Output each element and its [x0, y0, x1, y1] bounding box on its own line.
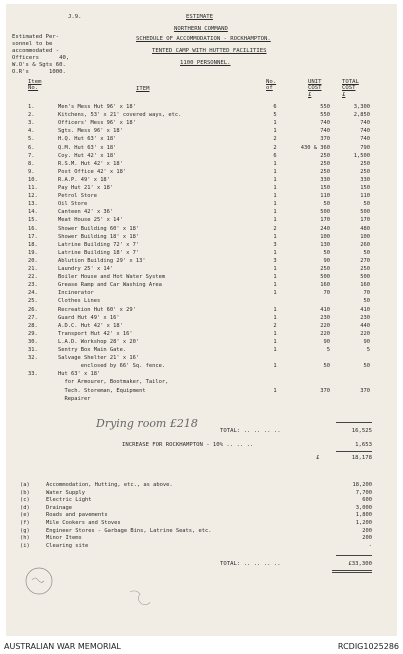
item-description: R.A.P. 49' x 18'	[58, 176, 110, 183]
item-total-cost: 160	[360, 282, 370, 289]
item-unit-cost: 250	[320, 266, 330, 272]
item-total-cost: 5	[366, 347, 370, 353]
item-number: 21.	[28, 266, 38, 272]
item-description: Officers' Mess 96' x 18'	[58, 120, 136, 127]
table-row	[6, 234, 397, 241]
item-number: 12.	[28, 193, 38, 200]
item-total-cost: 410	[360, 306, 370, 313]
item-quantity: 1	[273, 176, 277, 183]
increase-rule	[336, 451, 372, 452]
summary-key: (e)	[20, 512, 30, 519]
estimated-line: W.O's & Sgts 60.	[12, 62, 66, 68]
personnel-heading: 1100 PERSONNEL.	[180, 60, 231, 66]
grand-prefix: £	[316, 455, 320, 461]
table-row	[6, 379, 397, 386]
summary-label: Clearing site	[46, 542, 89, 549]
item-quantity: 1	[273, 282, 277, 289]
item-total-cost: 2,850	[353, 112, 370, 119]
final-double-rule	[332, 570, 372, 571]
item-description: Tech. Storeman, Equipment	[58, 387, 146, 394]
summary-value: 18,200	[352, 482, 372, 488]
item-unit-cost: 150	[320, 185, 330, 191]
item-unit-cost: 370	[320, 136, 330, 143]
item-quantity: 3	[273, 257, 277, 264]
item-description: enclosed by 66' Sq. fence.	[58, 363, 166, 370]
item-unit-cost: 50	[323, 201, 330, 208]
item-unit-cost: 220	[320, 322, 330, 329]
item-total-cost: 3,300	[353, 104, 370, 110]
summary-value: 7,700	[355, 489, 372, 496]
summary-label: Electric Light	[46, 497, 92, 504]
item-unit-cost: 500	[320, 274, 330, 281]
item-quantity: 3	[273, 241, 277, 248]
item-unit-cost: 250	[320, 168, 330, 175]
item-number: 33.	[28, 371, 38, 378]
item-unit-cost: 130	[320, 241, 330, 248]
handwritten-note: Drying room £218	[96, 417, 198, 430]
item-quantity: 1	[273, 233, 277, 240]
item-description: Men's Mess Hut 96' x 18'	[58, 104, 136, 110]
item-quantity: 1	[273, 347, 277, 353]
item-total-cost: 260	[360, 241, 370, 248]
item-description: Petrol Store	[58, 193, 97, 200]
estimated-line: Officers 40,	[12, 55, 70, 61]
column-item: ITEM	[136, 86, 150, 92]
table-row	[6, 363, 397, 370]
final-total-label: TOTAL: .. .. .. ..	[220, 561, 281, 567]
item-unit-cost: 250	[320, 152, 330, 159]
summary-key: (i)	[20, 542, 30, 549]
item-total-cost: 740	[360, 136, 370, 143]
item-number: 3.	[28, 120, 35, 127]
item-total-cost: 440	[360, 322, 370, 329]
item-total-cost: 230	[360, 314, 370, 321]
item-unit-cost: 50	[323, 249, 330, 256]
item-description: Salvage Shelter 21' x 16'	[58, 355, 140, 362]
item-quantity: 1	[273, 217, 277, 224]
item-quantity: 1	[273, 306, 277, 313]
summary-label: Drainage	[46, 504, 72, 511]
item-number: 16.	[28, 225, 38, 232]
item-number: 1.	[28, 104, 35, 110]
item-description: Boiler House and Hot Water System	[58, 274, 166, 281]
item-description: Ablution Building 29' x 13'	[58, 257, 146, 264]
summary-label: Minor Items	[46, 535, 82, 542]
item-total-cost: 270	[360, 257, 370, 264]
item-number: 6.	[28, 144, 35, 151]
item-description: Oil Store	[58, 201, 88, 208]
table-row	[6, 258, 397, 265]
item-quantity: 1	[273, 363, 277, 370]
item-number: 26.	[28, 306, 38, 313]
item-unit-cost: 230	[320, 314, 330, 321]
item-quantity: 5	[273, 112, 277, 119]
table-row	[6, 226, 397, 233]
item-number: 30.	[28, 338, 38, 345]
item-total-cost: 250	[360, 168, 370, 175]
item-number: 10.	[28, 176, 38, 183]
command-heading: NORTHERN COMMAND	[174, 26, 228, 32]
item-description: Sgts. Mess 96' x 18'	[58, 128, 123, 135]
item-total-cost: 110	[360, 193, 370, 200]
item-quantity: 1	[273, 266, 277, 272]
item-quantity: 1	[273, 160, 277, 167]
document-page	[6, 4, 397, 636]
item-number: 31.	[28, 347, 38, 353]
summary-label: Roads and pavements	[46, 512, 108, 519]
table-row	[6, 396, 397, 403]
table-row	[6, 153, 397, 160]
archive-name: AUSTRALIAN WAR MEMORIAL	[4, 642, 121, 651]
item-quantity: 1	[273, 314, 277, 321]
item-quantity: 1	[273, 201, 277, 208]
item-unit-cost: 740	[320, 120, 330, 127]
item-quantity: 6	[273, 152, 277, 159]
item-description: Laundry 25' x 14'	[58, 266, 114, 272]
item-quantity: 1	[273, 338, 277, 345]
item-quantity: 1	[273, 330, 277, 337]
item-total-cost: 500	[360, 209, 370, 216]
summary-value: 200	[362, 527, 372, 534]
item-description: Transport Hut 42' x 16'	[58, 330, 133, 337]
item-unit-cost: 90	[323, 257, 330, 264]
item-unit-cost: 70	[323, 290, 330, 297]
item-quantity: 1	[273, 120, 277, 127]
summary-value: 3,000	[355, 504, 372, 511]
reference-number: J.9.	[68, 14, 82, 20]
schedule-heading: SCHEDULE OF ACCOMMODATION - ROCKHAMPTON.	[136, 36, 271, 42]
item-quantity: 2	[273, 225, 277, 232]
document-title: ESTIMATE	[186, 14, 213, 20]
table-row	[6, 250, 397, 257]
table-row	[6, 298, 397, 305]
item-total-cost: 250	[360, 266, 370, 272]
item-number: 18.	[28, 241, 38, 248]
total-label: TOTAL: .. .. .. ..	[220, 428, 281, 434]
item-description: Latrine Building 72' x 7'	[58, 241, 140, 248]
item-quantity: 1	[273, 387, 277, 394]
summary-key: (c)	[20, 497, 30, 504]
archive-footer	[0, 638, 403, 654]
item-description: Hut 63' x 18'	[58, 371, 101, 378]
column-item-no: Item No.	[28, 79, 42, 92]
item-quantity: 1	[273, 209, 277, 216]
table-row	[6, 347, 397, 354]
item-quantity: 2	[273, 322, 277, 329]
table-row	[6, 282, 397, 289]
item-total-cost: 330	[360, 176, 370, 183]
estimated-line: Estimated Per-	[12, 34, 60, 40]
table-row	[6, 339, 397, 346]
summary-label: Mile Cookers and Stoves	[46, 520, 121, 526]
item-number: 15.	[28, 217, 38, 224]
item-quantity: 1	[273, 168, 277, 175]
summary-row	[6, 482, 397, 489]
item-description: Meat House 25' x 14'	[58, 217, 123, 224]
item-number: 2.	[28, 112, 35, 119]
total-value: 16,525	[351, 428, 372, 434]
increase-value: 1,653	[355, 442, 372, 448]
item-description: Repairer	[58, 395, 91, 402]
item-description: Clothes Lines	[58, 298, 101, 305]
item-total-cost: 480	[360, 225, 370, 232]
item-quantity: 2	[273, 144, 277, 151]
item-number: 17.	[28, 233, 38, 240]
item-unit-cost: 220	[320, 330, 330, 337]
item-total-cost: 740	[360, 128, 370, 135]
table-row	[6, 209, 397, 216]
item-total-cost: 150	[360, 185, 370, 191]
item-description: Pay Hut 21' x 18'	[58, 185, 114, 191]
item-unit-cost: 330	[320, 176, 330, 183]
item-number: 13.	[28, 201, 38, 208]
item-description: Recreation Hut 60' x 29'	[58, 306, 136, 313]
table-row	[6, 193, 397, 200]
summary-key: (b)	[20, 489, 30, 496]
summary-value: 1,800	[355, 512, 372, 519]
table-row	[6, 104, 397, 111]
circled-pencil-mark	[22, 564, 56, 598]
summary-value: 200	[362, 535, 372, 542]
table-row	[6, 331, 397, 338]
item-quantity: 1	[273, 274, 277, 281]
summary-value: 1,200	[355, 520, 372, 526]
item-number: 24.	[28, 290, 38, 297]
item-unit-cost: 250	[320, 160, 330, 167]
item-unit-cost: 740	[320, 128, 330, 135]
table-row	[6, 185, 397, 192]
summary-key: (a)	[20, 482, 30, 488]
item-unit-cost: 5	[326, 347, 330, 353]
column-total-cost: TOTAL COST £	[342, 79, 359, 98]
summary-value: 600	[362, 497, 372, 504]
item-description: L.A.D. Workshop 28' x 20'	[58, 338, 140, 345]
table-row	[6, 388, 397, 395]
item-description: Coy. Hut 42' x 18'	[58, 152, 117, 159]
table-row	[6, 371, 397, 378]
pencil-scribble	[126, 586, 154, 612]
table-row	[6, 307, 397, 314]
summary-key: (f)	[20, 520, 30, 526]
final-total-value: £33,300	[348, 561, 372, 567]
table-row	[6, 217, 397, 224]
item-quantity: 2	[273, 136, 277, 143]
table-row	[6, 169, 397, 176]
summary-row	[6, 497, 397, 504]
summary-label: Accommodation, Hutting, etc., as above.	[46, 482, 173, 488]
table-row	[6, 242, 397, 249]
item-unit-cost: 110	[320, 193, 330, 200]
item-total-cost: 50	[363, 363, 370, 370]
summary-row	[6, 512, 397, 519]
estimated-line: sonnel to be	[12, 41, 53, 47]
item-unit-cost: 240	[320, 225, 330, 232]
item-quantity: 1	[273, 185, 277, 191]
item-quantity: 1	[273, 128, 277, 135]
item-quantity: 1	[273, 193, 277, 200]
item-description: Guard Hut 49' x 16'	[58, 314, 120, 321]
item-number: 9.	[28, 168, 35, 175]
item-unit-cost: 500	[320, 209, 330, 216]
table-row	[6, 128, 397, 135]
summary-label: Water Supply	[46, 489, 85, 496]
item-description: Kitchens, 53' x 21' covered ways, etc.	[58, 112, 182, 119]
item-total-cost: 250	[360, 160, 370, 167]
item-quantity: 1	[273, 249, 277, 256]
item-total-cost: 170	[360, 217, 370, 224]
item-number: 20.	[28, 257, 38, 264]
summary-value: -	[368, 542, 372, 549]
item-description: for Armourer, Bootmaker, Tailor,	[58, 379, 169, 386]
table-row	[6, 266, 397, 273]
column-number-of: No. of	[266, 79, 277, 92]
table-row	[6, 177, 397, 184]
item-total-cost: 790	[360, 144, 370, 151]
item-number: 4.	[28, 128, 35, 135]
item-quantity: 1	[273, 290, 277, 297]
summary-row	[6, 490, 397, 497]
item-number: 7.	[28, 152, 35, 159]
archive-reference: RCDIG1025286	[337, 642, 399, 651]
item-number: 27.	[28, 314, 38, 321]
summary-row	[6, 505, 397, 512]
item-description: Canteen 42' x 36'	[58, 209, 114, 216]
item-unit-cost: 370	[320, 387, 330, 394]
item-description: Post Office 42' x 18'	[58, 168, 127, 175]
table-row	[6, 290, 397, 297]
table-row	[6, 112, 397, 119]
item-description: Q.M. Hut 63' x 18'	[58, 144, 117, 151]
item-total-cost: 50	[363, 201, 370, 208]
camp-heading: TENTED CAMP WITH HUTTED FACILITIES	[152, 48, 267, 54]
item-number: 23.	[28, 282, 38, 289]
item-unit-cost: 430 & 360	[300, 144, 330, 151]
item-unit-cost: 50	[323, 363, 330, 370]
item-quantity: 6	[273, 104, 277, 110]
item-total-cost: 220	[360, 330, 370, 337]
total-rule	[336, 422, 372, 423]
table-row	[6, 145, 397, 152]
item-number: 25.	[28, 298, 38, 305]
table-row	[6, 323, 397, 330]
item-total-cost: 500	[360, 274, 370, 281]
item-number: 29.	[28, 330, 38, 337]
item-unit-cost: 410	[320, 306, 330, 313]
table-row	[6, 274, 397, 281]
item-number: 19.	[28, 249, 38, 256]
item-total-cost: 370	[360, 387, 370, 394]
estimated-line: accommodated -	[12, 48, 60, 54]
summary-row	[6, 535, 397, 542]
item-description: R.S.M. Hut 42' x 18'	[58, 160, 123, 167]
estimated-line: O.R's 1000.	[12, 69, 66, 75]
table-row	[6, 355, 397, 362]
summary-key: (h)	[20, 535, 30, 542]
item-total-cost: 70	[363, 290, 370, 297]
item-description: Incinerator	[58, 290, 94, 297]
item-description: Latrine Building 18' x 7'	[58, 249, 140, 256]
item-total-cost: 50	[363, 249, 370, 256]
item-description: Sentry Box Main Gate.	[58, 347, 127, 353]
item-description: Grease Ramp and Car Washing Area	[58, 282, 162, 289]
column-unit-cost: UNIT COST £	[308, 79, 322, 98]
item-number: 22.	[28, 274, 38, 281]
item-description: H.Q. Hut 63' x 18'	[58, 136, 117, 143]
table-row	[6, 120, 397, 127]
summary-key: (d)	[20, 504, 30, 511]
item-number: 5.	[28, 136, 35, 143]
final-rule	[336, 555, 372, 556]
item-unit-cost: 90	[323, 338, 330, 345]
item-total-cost: 740	[360, 120, 370, 127]
item-unit-cost: 100	[320, 233, 330, 240]
summary-key: (g)	[20, 527, 30, 534]
item-unit-cost: 550	[320, 104, 330, 110]
table-row	[6, 315, 397, 322]
grand-total: 18,178	[351, 455, 372, 461]
table-row	[6, 136, 397, 143]
item-description: A.D.C. Hut 42' x 18'	[58, 322, 123, 329]
table-row	[6, 161, 397, 168]
item-number: 32.	[28, 355, 38, 362]
item-description: Shower Building 18' x 18'	[58, 233, 140, 240]
final-double-rule	[332, 572, 372, 573]
table-row	[6, 201, 397, 208]
summary-row	[6, 543, 397, 550]
item-number: 8.	[28, 160, 35, 167]
item-number: 11.	[28, 185, 38, 191]
item-description: Shower Building 60' x 18'	[58, 225, 140, 232]
summary-row	[6, 520, 397, 527]
item-total-cost: 50	[363, 298, 370, 305]
item-total-cost: 100	[360, 233, 370, 240]
summary-row	[6, 528, 397, 535]
item-total-cost: 90	[363, 338, 370, 345]
item-unit-cost: 550	[320, 112, 330, 119]
item-number: 14.	[28, 209, 38, 216]
summary-label: Engineer Stores - Garbage Bins, Latrine Seats, etc.	[46, 527, 212, 534]
item-number: 28.	[28, 322, 38, 329]
item-unit-cost: 170	[320, 217, 330, 224]
increase-label: INCREASE FOR ROCKHAMPTON - 10% .. .. ..	[122, 442, 254, 448]
item-unit-cost: 160	[320, 282, 330, 289]
item-total-cost: 1,500	[353, 152, 370, 159]
